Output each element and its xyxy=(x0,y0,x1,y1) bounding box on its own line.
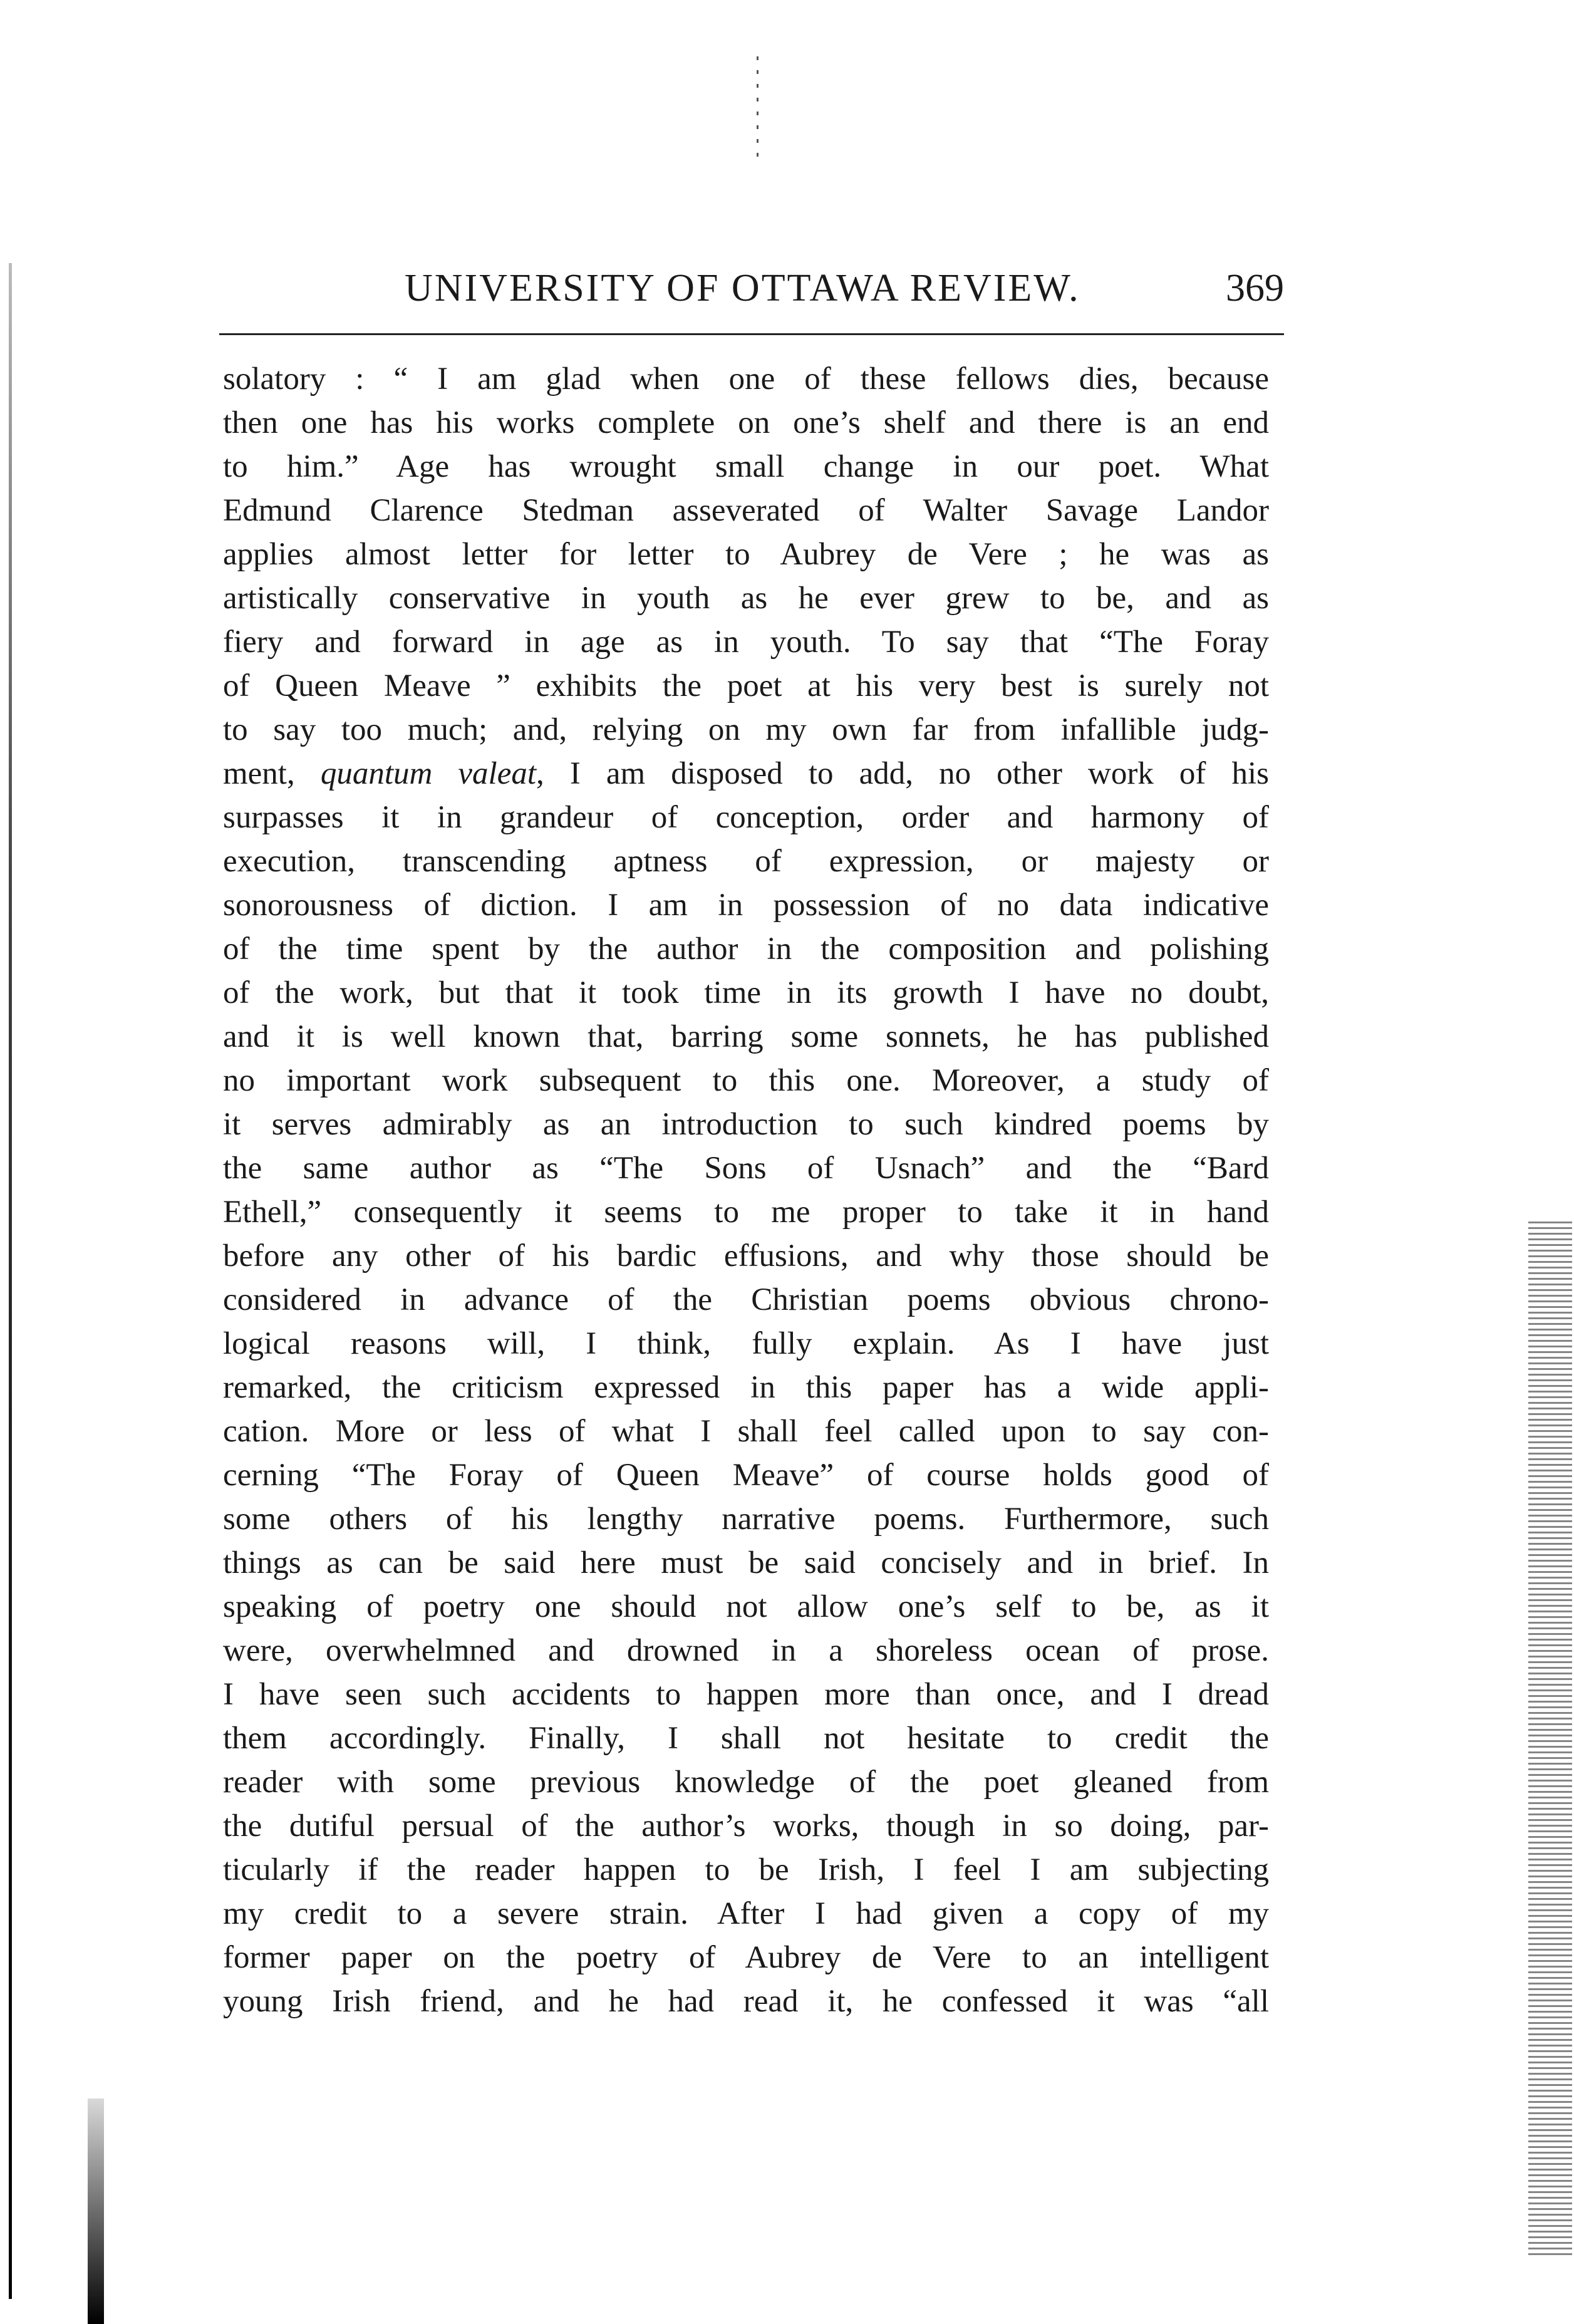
scan-artifact xyxy=(757,56,759,163)
text-line: surpasses it in grandeur of conception, order and harmony of xyxy=(223,800,1269,835)
text-line: of the work, but that it took time in its growth I have no doubt, xyxy=(223,975,1269,1010)
text-line: them accordingly. Finally, I shall not hesitate to credit the xyxy=(223,1721,1269,1756)
text-line: young Irish friend, and he had read it, he confessed it was “all xyxy=(223,1984,1269,2019)
running-head xyxy=(219,266,1284,323)
text-line: remarked, the criticism expressed in this paper has a wide appli- xyxy=(223,1370,1269,1405)
body-text xyxy=(223,357,1269,2023)
text-line: the dutiful persual of the author’s works, though in so doing, par- xyxy=(223,1808,1269,1844)
text-line: and it is well known that, barring some sonnets, he has published xyxy=(223,1019,1269,1054)
text-line: former paper on the poetry of Aubrey de Vere to an intelligent xyxy=(223,1940,1269,1975)
text-line: solatory : “ I am glad when one of these fellows dies, because xyxy=(223,361,1269,397)
text-line: were, overwhelmned and drowned in a shoreless ocean of prose. xyxy=(223,1633,1269,1668)
text-line: of Queen Meave ” exhibits the poet at his very best is surely not xyxy=(223,668,1269,703)
text-line: applies almost letter for letter to Aubrey de Vere ; he was as xyxy=(223,537,1269,572)
italic-phrase: quantum valeat xyxy=(320,756,537,791)
text-line: sonorousness of diction. I am in possession of no data indicative xyxy=(223,888,1269,923)
text-line: ticularly if the reader happen to be Irish, I feel I am subjecting xyxy=(223,1852,1269,1887)
text-line: I have seen such accidents to happen more than once, and I dread xyxy=(223,1677,1269,1712)
text-line: some others of his lengthy narrative poems. Furthermore, such xyxy=(223,1502,1269,1537)
text-line: then one has his works complete on one’s shelf and there is an end xyxy=(223,405,1269,440)
text-line: considered in advance of the Christian poems obvious chrono- xyxy=(223,1282,1269,1317)
page-edge-shadow xyxy=(88,2098,104,2324)
text-line: things as can be said here must be said concisely and in brief. In xyxy=(223,1545,1269,1580)
text-line: to him.” Age has wrought small change in our poet. What xyxy=(223,449,1269,484)
page-number: 369 xyxy=(1226,267,1284,309)
text-line: execution, transcending aptness of expression, or majesty or xyxy=(223,844,1269,879)
text-line: cerning “The Foray of Queen Meave” of course holds good of xyxy=(223,1458,1269,1493)
text-line: Edmund Clarence Stedman asseverated of Walter Savage Landor xyxy=(223,493,1269,528)
text-line: to say too much; and, relying on my own far from infallible judg- xyxy=(223,712,1269,747)
header-rule xyxy=(219,333,1284,335)
text-line: Ethell,” consequently it seems to me proper to take it in hand xyxy=(223,1195,1269,1230)
text-line: before any other of his bardic effusions, and why those should be xyxy=(223,1238,1269,1274)
text-line: of the time spent by the author in the composition and polishing xyxy=(223,931,1269,967)
text-line: speaking of poetry one should not allow one’s self to be, as it xyxy=(223,1589,1269,1624)
text-line: no important work subsequent to this one. Moreover, a study of xyxy=(223,1063,1269,1098)
text-line: artistically conservative in youth as he ever grew to be, and as xyxy=(223,581,1269,616)
page-edge-right xyxy=(1528,1222,1572,2255)
text-line: ment, quantum valeat, I am disposed to add, no other work of his xyxy=(223,756,1269,791)
text-line: my credit to a severe strain. After I had given a copy of my xyxy=(223,1896,1269,1931)
journal-title: UNIVERSITY OF OTTAWA REVIEW. xyxy=(405,267,1080,309)
text-line: fiery and forward in age as in youth. To say that “The Foray xyxy=(223,625,1269,660)
text-line: it serves admirably as an introduction to such kindred poems by xyxy=(223,1107,1269,1142)
text-line: cation. More or less of what I shall feel called upon to say con- xyxy=(223,1414,1269,1449)
page-edge-left xyxy=(9,263,12,2299)
text-line: the same author as “The Sons of Usnach” and the “Bard xyxy=(223,1151,1269,1186)
text-line: logical reasons will, I think, fully explain. As I have just xyxy=(223,1326,1269,1361)
text-line: reader with some previous knowledge of the poet gleaned from xyxy=(223,1765,1269,1800)
